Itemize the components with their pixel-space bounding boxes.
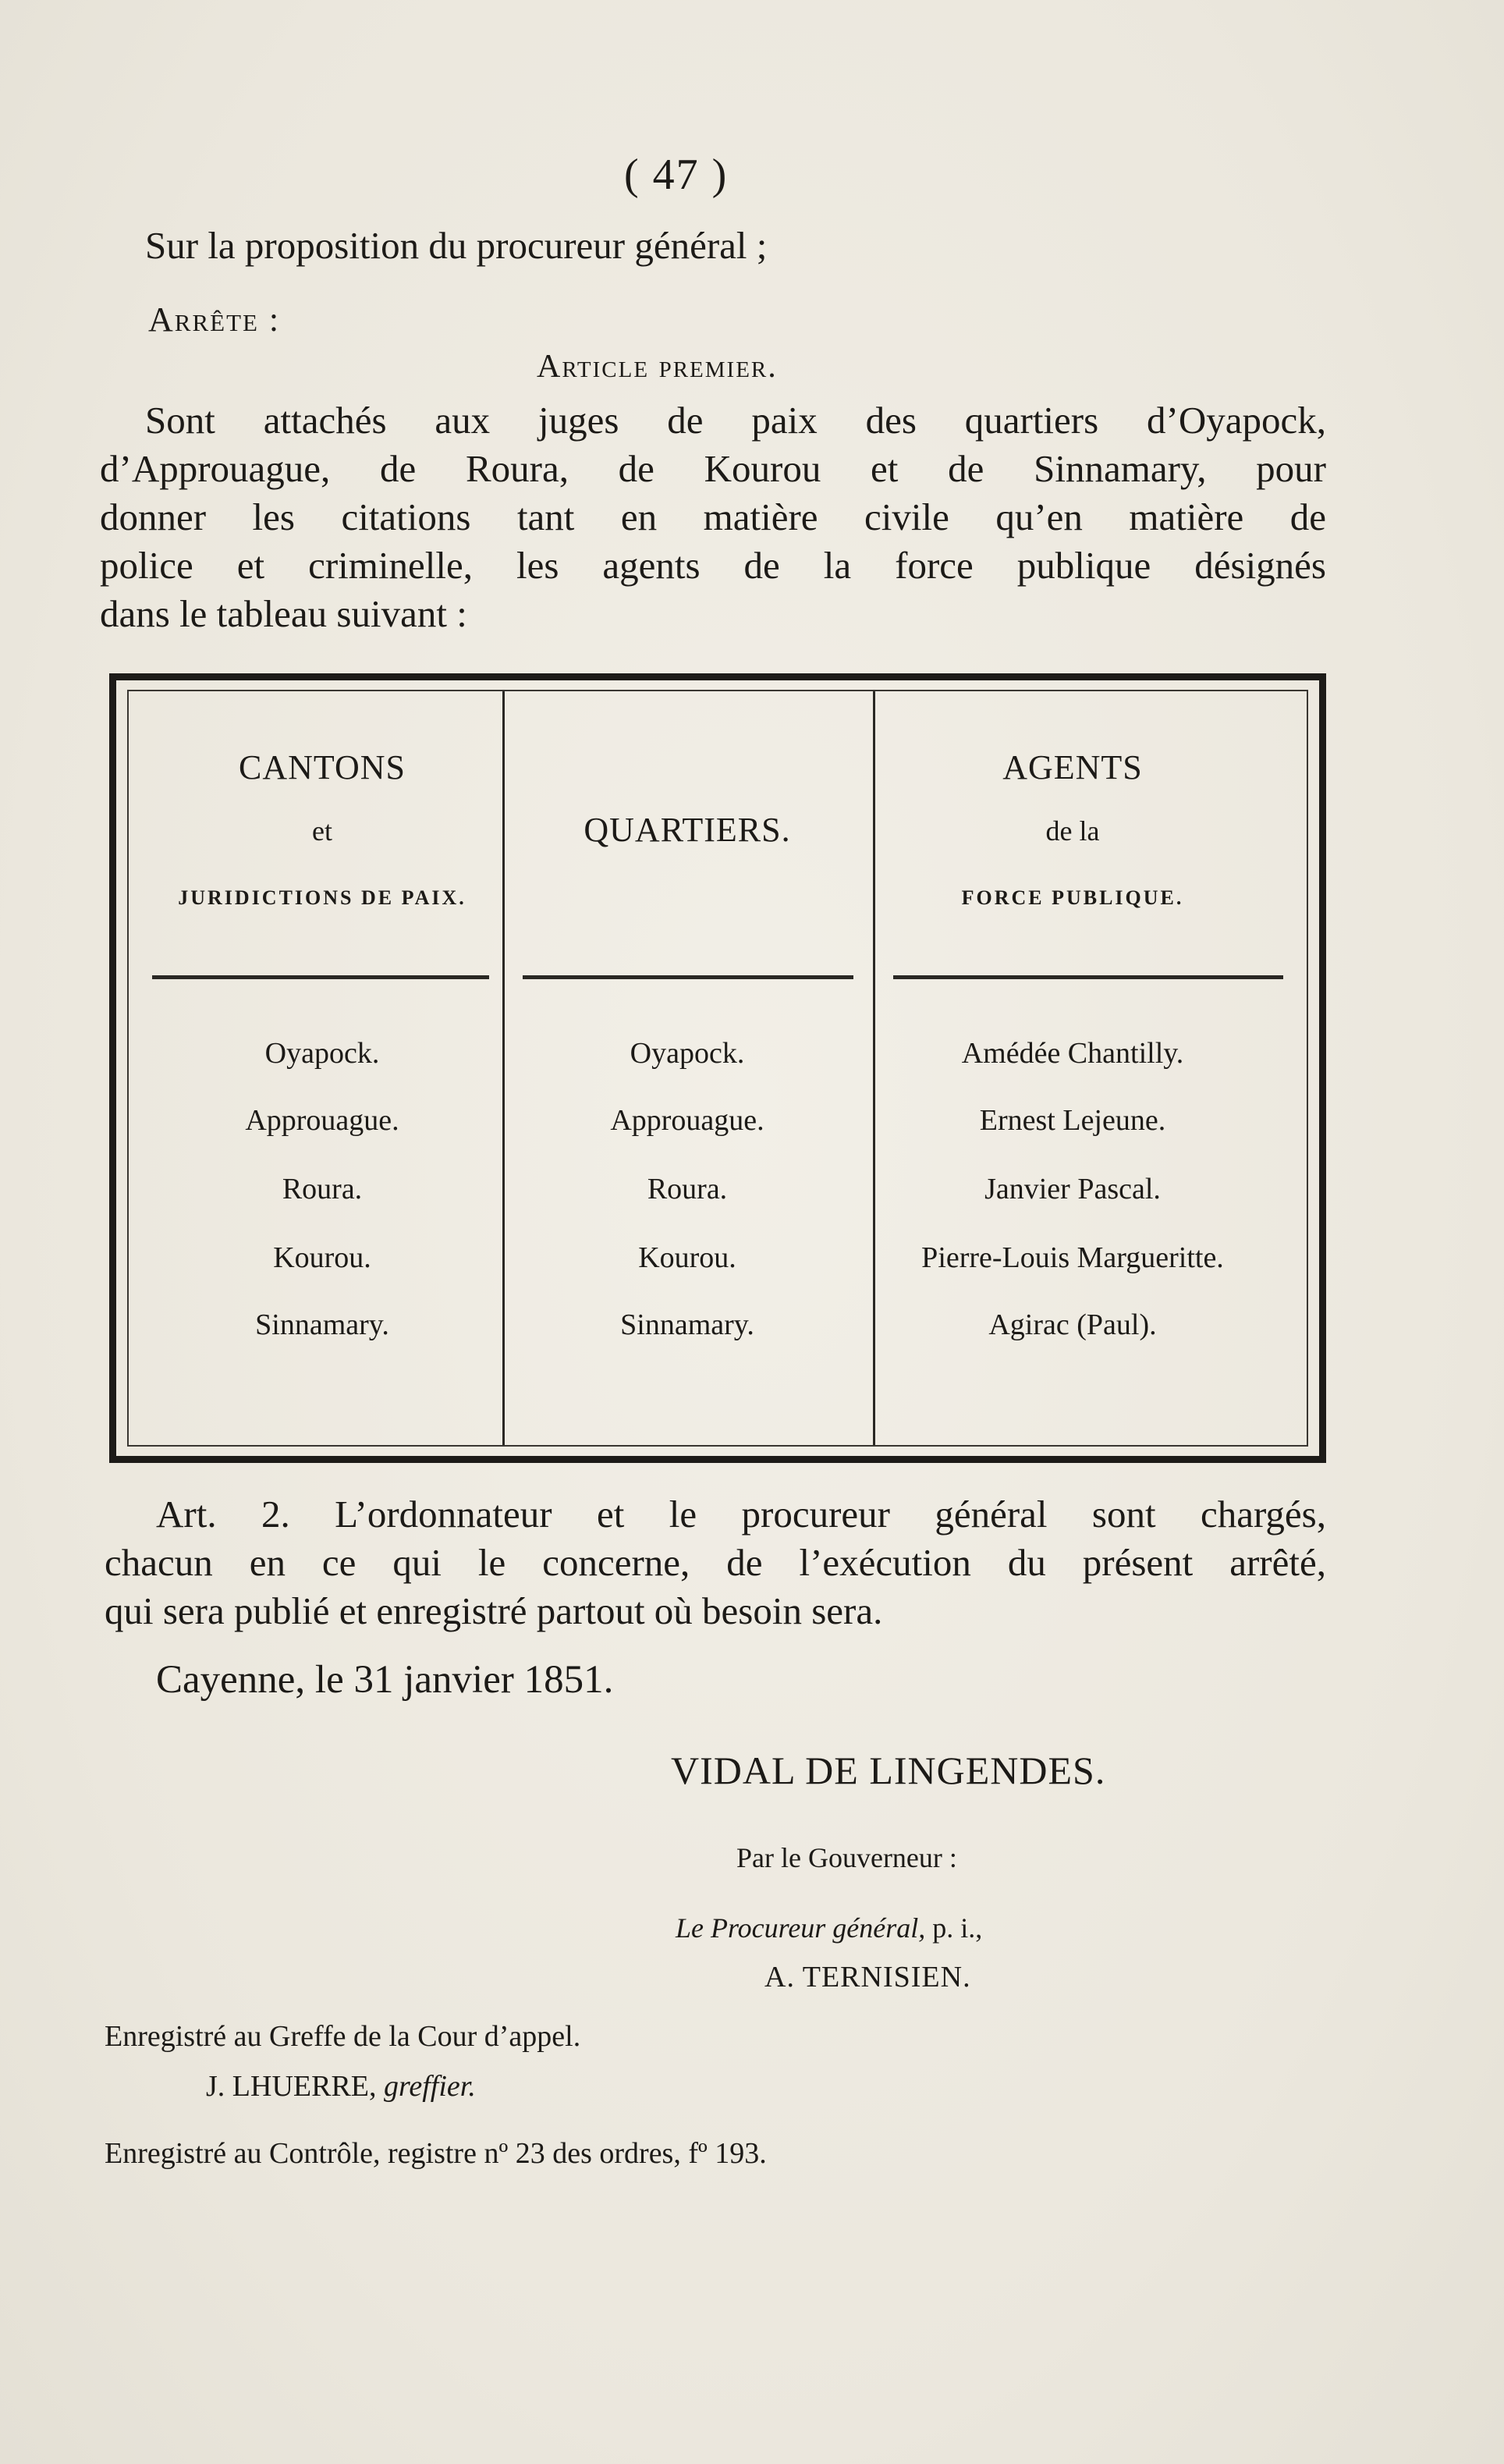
article1-line: d’Approuague, de Roura, de Kourou et de Sinnamary, pour [100, 447, 1326, 490]
page-number: ( 47 ) [624, 151, 729, 199]
agents-table [109, 673, 1326, 1463]
procureur-suffix: p. i., [932, 1912, 983, 1944]
procureur-signature-line [676, 1912, 982, 1944]
header-rule [152, 975, 489, 979]
header-rule [523, 975, 853, 979]
table-cell: Amédée Chantilly. [961, 1037, 1184, 1070]
date-line: Cayenne, le 31 janvier 1851. [156, 1658, 614, 1702]
column-divider [502, 691, 505, 1445]
table-cell: Janvier Pascal. [984, 1173, 1161, 1205]
greffier-name: J. LHUERRE, [206, 2070, 377, 2103]
signatory-name: VIDAL DE LINGENDES. [671, 1749, 1106, 1792]
header-force-publique: FORCE PUBLIQUE. [961, 886, 1184, 909]
controle-line: Enregistré au Contrôle, registre nº 23 des ordres, fº 193. [105, 2137, 767, 2170]
header-agents: AGENTS [1002, 748, 1143, 786]
header-cantons-et: et [312, 815, 332, 847]
article1-line: dans le tableau suivant : [100, 592, 467, 635]
greffier-signature-line [206, 2069, 476, 2104]
table-cell: Sinnamary. [620, 1308, 754, 1341]
article1-line: police et criminelle, les agents de la force publique désignés [100, 544, 1326, 587]
article1-line: donner les citations tant en matière civile qu’en matière de [100, 495, 1326, 538]
par-le-gouverneur: Par le Gouverneur : [736, 1842, 957, 1873]
header-quartiers: QUARTIERS. [584, 811, 791, 849]
column-divider [873, 691, 875, 1445]
procureur-title: Le Procureur général, [676, 1912, 926, 1944]
table-cell: Agirac (Paul). [988, 1308, 1157, 1341]
table-cell: Sinnamary. [255, 1308, 389, 1341]
article2-line: qui sera publié et enregistré partout où besoin sera. [105, 1589, 883, 1632]
procureur-name: A. TERNISIEN. [764, 1961, 971, 1994]
header-cantons: CANTONS [238, 748, 406, 786]
article1-line: Sont attachés aux juges de paix des quartiers d’Oyapock, [145, 399, 1326, 442]
table-cell: Pierre-Louis Margueritte. [921, 1241, 1224, 1274]
intro-line: Sur la proposition du procureur général ; [145, 224, 768, 267]
table-cell: Kourou. [638, 1241, 736, 1274]
greffe-line: Enregistré au Greffe de la Cour d’appel. [105, 2020, 581, 2053]
table-cell: Approuague. [245, 1104, 399, 1137]
article-heading: Article premier. [537, 349, 778, 385]
arrete-label: Arrête : [148, 300, 281, 339]
header-juridictions: JURIDICTIONS DE PAIX. [178, 886, 466, 909]
table-cell: Oyapock. [264, 1037, 380, 1070]
table-cell: Roura. [647, 1173, 728, 1205]
table-cell: Ernest Lejeune. [979, 1104, 1166, 1137]
table-cell: Kourou. [273, 1241, 371, 1274]
article2-line: Art. 2. L’ordonnateur et le procureur général sont chargés, [156, 1493, 1326, 1536]
table-cell: Oyapock. [630, 1037, 745, 1070]
table-inner-border [127, 690, 1308, 1447]
article2-line: chacun en ce qui le concerne, de l’exécution du présent arrêté, [105, 1541, 1326, 1584]
header-agents-de-la: de la [1045, 815, 1100, 847]
greffier-title: greffier. [384, 2070, 476, 2103]
table-cell: Roura. [282, 1173, 363, 1205]
header-rule [893, 975, 1283, 979]
table-cell: Approuague. [610, 1104, 764, 1137]
